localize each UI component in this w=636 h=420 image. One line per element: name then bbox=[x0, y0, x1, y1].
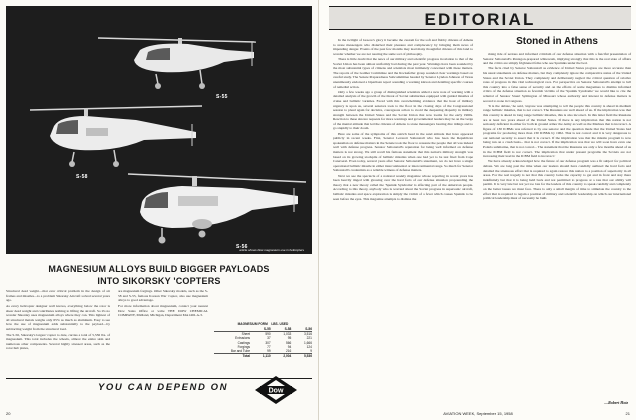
s56-label: S-56 bbox=[236, 244, 248, 250]
table-header-cell: S-58 bbox=[284, 327, 292, 331]
editorial-paragraph: Next we see the spectacle of a national weekly magazine whose reporting in recent years has been heavily tinged with glossing over the hard facts of our defense situation propounding the theory that a new theory called the 'Sputnik Syndrome' is affecting part of the American people. According to this theory, anybody who is worried about the Soviet progress in supersonic aircraft, ballistic missiles and space exploration is simply the victim of a fever which causes Sputnik to be seen before the eyes. This magazine attempts to dismiss the bbox=[333, 173, 473, 201]
editorial-paragraph: In the twilight of Greece's glory it became the custom for the soft and flabby citizens of Athens to stone messengers who disturbed their pleasure and complacency by bringing them news of impending danger. Events of the past few months may lead many thoughtful citizens of this land to wonder whether we are not nearing the same sort of philosophy. bbox=[333, 38, 473, 56]
editorial-paragraph: 'It is the debate,' he said, 'anyone was attempting to tell the people this country is ahead in medium range ballistic missiles, that is not correct. The Russians are well ahead of us. If the implication was that this country is ahead in long range ballistic missiles, this is also incorrect. In this latter field the Russians are at least two years ahead of the United States. If there is any implication that this nation is not seriously deficient in either for both in ground armor the Army as well as the Marines that is incorrect. A figure of 130 ICBMs was referred to by one senator and the question made that the United States had programs for producing more than 130 ICBMs by 1962. That is not correct and it is very dangerous to our national security to assert that it is correct. If the implication was that the missile program is now being run on a crash basis... that is not correct. If the implication was that we will soon have even one Polaris submarine, that is not correct... The statement that the Russians are only a few months ahead of us in the ICBM field is not correct. The implication that under present programs the Soviets are not increasing their lead in the ICBM field is incorrect.' bbox=[483, 103, 631, 159]
table-cell: 124 bbox=[306, 344, 312, 349]
table-cell: Forgings bbox=[237, 344, 250, 349]
ad-headline-line1: MAGNESIUM ALLOYS BUILD BIGGER PAYLOADS bbox=[48, 264, 270, 274]
table-cell: 3,516 bbox=[303, 332, 312, 337]
editorial-paragraph: There is little doubt that the news of our military and scientific progress in relation to that of the Soviet Union has been almost uniformly bad during the past year. Warnings have been sounded by the most substantial types of citizens and scientists most intimately concerned with these matters. The reports of the Gaither Committee and the Rockefeller group sounded clear warnings based on careful study. The Senate Preparedness Subcommittee headed by Senator Lyndon Johnson of Texas unanimously endorsed a bipartisan report sounding a warning klaxon and detailing specific courses of remedial action. bbox=[333, 56, 473, 89]
ad-headline-line2: INTO SIKORSKY 'COPTERS bbox=[97, 276, 221, 286]
table-title-form: MAGNESIUM FORM bbox=[237, 322, 268, 326]
table-title-unit: LBS. USED bbox=[271, 322, 289, 326]
table-row bbox=[214, 349, 312, 353]
page-number-right: 21 bbox=[625, 411, 630, 416]
table-cell: 94 bbox=[287, 344, 292, 349]
ad-paragraph: are magnesium forgings. Other Sikorsky models, such as the S-58 and S-55, famous Korean War 'copter, also use magnesium alloys to good advantage. bbox=[118, 289, 208, 302]
table-cell: 1,666 bbox=[303, 340, 312, 345]
dow-logo-text: Dow bbox=[268, 387, 284, 395]
magazine-footer: AVIATION WEEK, September 15, 1958 bbox=[443, 411, 513, 416]
editorial-paragraph: The facts cited by Senator Saltonstall as evidence of United States progress are more accurate than his usual statements on defense matters, but they completely ignore the comparative status of the United States and the Soviet Union. They completely and deliberately neglect the critical question of relative rates of progress in this vital technological race. For perspective on Senator Saltonstall's attempt to lull this country into a false sense of security and on the efforts of some magazines to dismiss informed critics of the defense situation as feverish victims of the 'Sputnik Syndrome' we would like to cite the rebuttal of Senator Stuart Symington of Missouri whose authority and interest in defense matters is second to none in Congress. bbox=[483, 66, 631, 103]
s58-helicopter-icon bbox=[26, 96, 206, 176]
editorial-headline: Stoned in Athens bbox=[516, 36, 598, 47]
table-cell: 307 bbox=[265, 340, 271, 345]
table-title bbox=[214, 322, 312, 326]
table-cell: 77 bbox=[267, 344, 271, 349]
ad-headline bbox=[6, 263, 312, 287]
table-cell: Total bbox=[242, 354, 250, 359]
table-cell: Sheet bbox=[241, 332, 250, 337]
dow-diamond-logo-icon bbox=[254, 375, 298, 405]
table-cell: 5,536 bbox=[303, 354, 312, 359]
s55-label: S-55 bbox=[216, 94, 228, 100]
editorial-banner bbox=[329, 6, 631, 30]
table-cell: 590 bbox=[265, 332, 271, 337]
ad-paragraph: For more information about magnesium, contact your nearest Dow Sales Office or write THE DOW CHEMICAL COMPANY, Midland, Michigan, Department MA1402-A-3. bbox=[118, 304, 208, 317]
table-cell: 1,033 bbox=[283, 332, 292, 337]
table-cell: 1,110 bbox=[262, 354, 271, 359]
table-header-cell bbox=[214, 327, 250, 331]
table-cell: 566 bbox=[285, 340, 292, 345]
table-header-cell: S-55 bbox=[263, 327, 271, 331]
magnesium-usage-table bbox=[214, 322, 312, 358]
editorial-paragraph: We have already acknowledged how the future of our defense program was a fit subject for political debate. We are long past the time when our leaders should have candidly outlined the hard facts and detailed the strenuous effort that is required to again restore this nation to a position of superiority in all areas. For the real tragedy is not that this country lacks the capacity to get and in front and stay there indefinitely but that it is being held back and not permitted to progress at a rate that our ability will permit. It is very late but not yet too late for the leaders of this country to speak candidly and completely on the better issues we must face. There is only a small margin of time to stimulate the country to the effort that is required to regain a position of military and scientific leadership on which our international political leadership must of necessity be built. bbox=[483, 159, 631, 201]
helicopter-photo bbox=[6, 6, 312, 254]
table-cell: Castings bbox=[237, 340, 250, 345]
ad-paragraph: The S-56, Sikorsky's largest 'copter to date, carries a total of 5,536 lbs. of magnesium. This total includes the wheels, almost the entire skin and numerous other components. Several highly stressed areas, such as the rotor hub plates, bbox=[6, 332, 110, 350]
s56-helicopter-icon bbox=[122, 166, 310, 250]
table-cell: 2,004 bbox=[283, 354, 292, 359]
ad-paragraph: Structural dead weight—that ever critical problem in the design of air frames and missiles—is a problem Sikorsky Aircraft solved several years ago. bbox=[6, 289, 110, 302]
table-total-row bbox=[214, 353, 312, 358]
ad-body-column-1 bbox=[6, 289, 110, 352]
table-header-cell: S-56 bbox=[305, 327, 312, 331]
editorial-column-2 bbox=[483, 52, 631, 201]
ad-tagline: YOU CAN DEPEND ON bbox=[98, 382, 229, 393]
right-page bbox=[318, 0, 636, 420]
table-cell: 221 bbox=[306, 336, 312, 341]
table-cell: 99 bbox=[267, 349, 271, 354]
section-title: EDITORIAL bbox=[424, 10, 536, 29]
table-cell: 95 bbox=[287, 336, 292, 341]
editorial-column-1 bbox=[333, 38, 473, 202]
editorial-paragraph: Only a few weeks ago a group of distinguished scientists added a new note of warning with a detailed analysis of the growth of the threat of Soviet submarines equipped with guided missiles of cruise and ballistic varieties. Faced with this overwhelming evidence that the hour of military urgency is upon us, several senators took to the floor in the closing days of the Congressional session to plead again for decisive, courageous action to avoid the deepening disparity in military strength between the United States and the Soviet Union that now looms for the early 1960s. Reaction to these sincere requests for more warnings and governmental leaders may be on the verge of the mental attitude that led the citizens of Athens to stone messengers bearing dire tidings and to go stupidly to their doom. bbox=[333, 89, 473, 131]
editorial-paragraph: Here are some of the symptoms of this ostrich head in the sand attitude that have appeared publicly in recent weeks. First, Senator Leverett Saltonstall who has been the Republican spokesman on defense matters in the Senate took the floor to reassure the people that all was indeed well with defense progress. Senator Saltonstall's reputation for being well informed on defense matters is not strong. We still recall his famous statement that this nation's military strength was based on its growing stockpile of ballistic missiles when one had yet to be test fired from Cape Canaveral. Even today, several years after Senator Saltonstall's statement, we do not have a single operational ballistic missile in either intercontinental or intercontinental range. So much for Senator Saltonstall's credentials as a reliable witness of defense matters. bbox=[333, 131, 473, 173]
page-number-left: 20 bbox=[6, 411, 11, 416]
editorial-paragraph: rising tide of serious and informed criticism of our defense situation with a fanciful presentation of Senator Saltonstall's Pentagon-prepared whitewash, implying strongly that this is the real state of affairs and the critics are simply frightened folks who see Sputniks under the bed. bbox=[483, 52, 631, 66]
table-cell: 9 bbox=[310, 349, 312, 354]
table-cell: Bar and Tube bbox=[230, 349, 250, 354]
table-cell: 37 bbox=[267, 336, 271, 341]
photo-credit: article shows Dow magnesium use in helicopters bbox=[239, 248, 304, 252]
table-cell: 216 bbox=[285, 349, 292, 354]
s58-label: S-58 bbox=[76, 174, 88, 180]
table-cell: Extrusions bbox=[235, 336, 250, 341]
author-signature: —Robert Hotz bbox=[604, 400, 628, 405]
s55-helicopter-icon bbox=[92, 28, 262, 96]
ad-body-column-2 bbox=[118, 289, 208, 319]
ad-paragraph: As every helicopter designer well knows, everything below the rotor is sheer dead weight and contributes nothing to lifting the aircraft. So it's no wonder Sikorsky uses magnesium alloys where they can. This lightest of all structural metals weighs only 65% as much as aluminum. Easy to see how the use of magnesium adds substantially to the payload—by subtracting weight from the structural load. bbox=[6, 304, 110, 331]
